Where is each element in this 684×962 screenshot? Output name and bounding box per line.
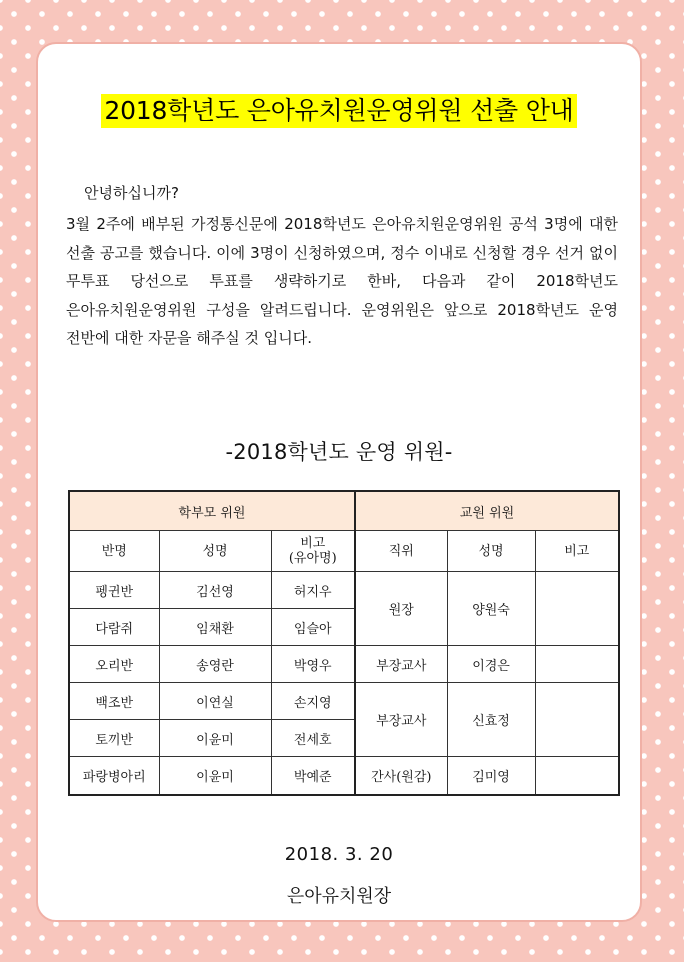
table-row (69, 683, 619, 720)
note-cell (535, 646, 619, 683)
name-cell: 김선영 (159, 572, 271, 609)
column-header: 비고 (535, 531, 619, 572)
committee-subtitle: -2018학년도 운영 위원- (225, 440, 453, 464)
column-header: 성명 (159, 531, 271, 572)
note-cell (535, 572, 619, 646)
position-cell: 간사(원감) (355, 757, 447, 795)
notice-card (36, 42, 642, 922)
name-cell: 이윤미 (159, 757, 271, 795)
notice-date: 2018. 3. 20 (284, 844, 394, 865)
class-cell: 다람쥐 (69, 609, 159, 646)
note-cell (535, 757, 619, 795)
name-cell: 이윤미 (159, 720, 271, 757)
note-cell: 임슬아 (271, 609, 355, 646)
note-cell: 허지우 (271, 572, 355, 609)
name-cell: 김미영 (447, 757, 535, 795)
column-header: 비고 (유아명) (271, 531, 355, 572)
column-header: 반명 (69, 531, 159, 572)
name-cell: 송영란 (159, 646, 271, 683)
column-header: 성명 (447, 531, 535, 572)
table-row (69, 757, 619, 795)
note-cell: 박영우 (271, 646, 355, 683)
class-cell: 백조반 (69, 683, 159, 720)
position-cell: 원장 (355, 572, 447, 646)
column-header: 직위 (355, 531, 447, 572)
notice-body: 3월 2주에 배부된 가정통신문에 2018학년도 은아유치원운영위원 공석 3명에 대한 선출 공고를 했습니다. 이에 3명이 신청하였으며, 정수 이내로 신청할 경우 선거 없이 무투표 당선으로 투표를 생략하기로 한바, 다음과 같이 2018학년도 은아유치원운영위원 구성을 알려드립니다. 운영위원은 앞으로 2018학년도 운영 전반에 대한 자문을 해주실 것 입니다. (66, 215, 618, 347)
note-cell: 전세호 (271, 720, 355, 757)
teacher-group-header: 교원 위원 (355, 491, 619, 531)
note-cell: 박예준 (271, 757, 355, 795)
note-cell: 손지영 (271, 683, 355, 720)
name-cell: 이경은 (447, 646, 535, 683)
class-cell: 파랑병아리 (69, 757, 159, 795)
committee-table (68, 490, 620, 796)
position-cell: 부장교사 (355, 646, 447, 683)
notice-title: 2018학년도 은아유치원운영위원 선출 안내 (101, 94, 576, 128)
class-cell: 오리반 (69, 646, 159, 683)
name-cell: 임채환 (159, 609, 271, 646)
parent-group-header: 학부모 위원 (69, 491, 355, 531)
table-row (69, 646, 619, 683)
class-cell: 펭귄반 (69, 572, 159, 609)
position-cell: 부장교사 (355, 683, 447, 757)
name-cell: 양원숙 (447, 572, 535, 646)
name-cell: 신효정 (447, 683, 535, 757)
greeting: 안녕하십니까? (84, 184, 179, 202)
signer: 은아유치원장 (286, 886, 392, 907)
name-cell: 이연실 (159, 683, 271, 720)
table-row (69, 572, 619, 609)
class-cell: 토끼반 (69, 720, 159, 757)
note-cell (535, 683, 619, 757)
